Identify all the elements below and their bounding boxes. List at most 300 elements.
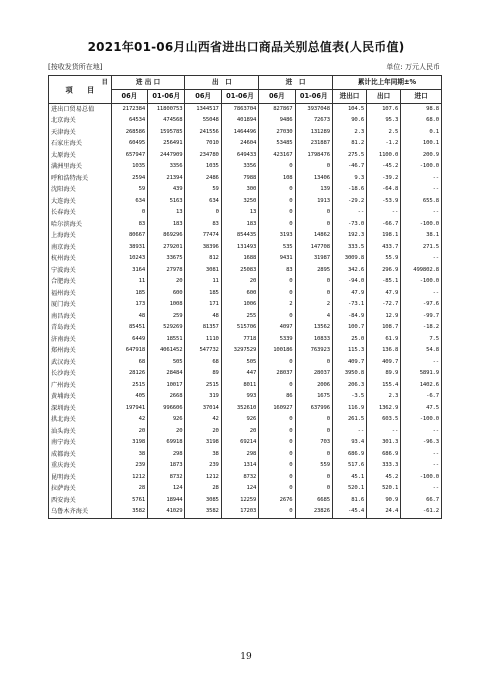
table-row xyxy=(49,461,442,473)
value-cell: 1675 xyxy=(295,392,332,404)
table-row xyxy=(49,300,442,312)
customs-name-cell: 合肥海关 xyxy=(49,277,112,289)
value-cell: 0 xyxy=(259,449,295,461)
table-row xyxy=(49,254,442,266)
value-cell: 0 xyxy=(259,426,295,438)
value-cell: 298 xyxy=(221,449,258,461)
value-cell: 0 xyxy=(185,208,221,220)
value-cell: 108.7 xyxy=(367,323,401,335)
value-cell: 66.7 xyxy=(401,495,442,507)
value-cell: 2172384 xyxy=(111,104,147,116)
value-cell: 48 xyxy=(185,311,221,323)
value-cell: 255 xyxy=(221,311,258,323)
group-header-yoy: 累计比上年同期±% xyxy=(332,76,441,90)
value-cell: 197941 xyxy=(111,403,147,415)
value-cell: 72673 xyxy=(295,116,332,128)
customs-name-cell: 进出口贸易总值 xyxy=(49,104,112,116)
value-cell: 20 xyxy=(221,277,258,289)
value-cell: 342.6 xyxy=(332,265,366,277)
value-cell: 5891.9 xyxy=(401,369,442,381)
value-cell: 0 xyxy=(295,357,332,369)
group-header-total: 进 出 口 xyxy=(111,76,185,90)
value-cell: 69918 xyxy=(148,438,185,450)
value-cell: 59 xyxy=(111,185,147,197)
value-cell: 68 xyxy=(111,357,147,369)
table-row xyxy=(49,484,442,496)
value-cell: 239 xyxy=(185,461,221,473)
value-cell: 0 xyxy=(295,426,332,438)
value-cell: 0 xyxy=(295,162,332,174)
table-row xyxy=(49,334,442,346)
value-cell: 3950.8 xyxy=(332,369,366,381)
value-cell: 25.0 xyxy=(332,334,366,346)
value-cell: 3198 xyxy=(111,438,147,450)
value-cell: -100.0 xyxy=(401,219,442,231)
value-cell: 48 xyxy=(111,311,147,323)
sub-header: 进口 xyxy=(401,90,442,104)
value-cell: 517.6 xyxy=(332,461,366,473)
table-row xyxy=(49,277,442,289)
value-cell: 2486 xyxy=(185,173,221,185)
value-cell: 93.4 xyxy=(332,438,366,450)
value-cell: 10017 xyxy=(148,380,185,392)
value-cell: 6685 xyxy=(295,495,332,507)
value-cell: 2895 xyxy=(295,265,332,277)
value-cell: -73.0 xyxy=(332,219,366,231)
value-cell: -- xyxy=(332,208,366,220)
value-cell: 3297529 xyxy=(221,346,258,358)
value-cell: 854435 xyxy=(221,231,258,243)
table-body xyxy=(49,104,442,519)
value-cell: 812 xyxy=(185,254,221,266)
value-cell: 409.7 xyxy=(367,357,401,369)
value-cell: 68.0 xyxy=(401,116,442,128)
value-cell: 7988 xyxy=(221,173,258,185)
value-cell: -64.8 xyxy=(367,185,401,197)
value-cell: 21394 xyxy=(148,173,185,185)
table-row xyxy=(49,380,442,392)
value-cell: -84.9 xyxy=(332,311,366,323)
value-cell: 20 xyxy=(148,426,185,438)
table-row xyxy=(49,426,442,438)
table-row xyxy=(49,369,442,381)
item-header-corner: 目 xyxy=(101,79,108,86)
customs-name-cell: 沈阳海关 xyxy=(49,185,112,197)
value-cell: 10243 xyxy=(111,254,147,266)
value-cell: 4 xyxy=(295,311,332,323)
table-row xyxy=(49,219,442,231)
value-cell: 2 xyxy=(295,300,332,312)
value-cell: 0 xyxy=(259,219,295,231)
value-cell: -6.7 xyxy=(401,392,442,404)
customs-name-cell: 昆明海关 xyxy=(49,472,112,484)
value-cell: 647918 xyxy=(111,346,147,358)
value-cell: 95.3 xyxy=(367,116,401,128)
value-cell: 0 xyxy=(259,461,295,473)
value-cell: 18551 xyxy=(148,334,185,346)
customs-name-cell: 天津海关 xyxy=(49,127,112,139)
customs-name-cell: 武汉海关 xyxy=(49,357,112,369)
value-cell: 31987 xyxy=(295,254,332,266)
value-cell: -100.0 xyxy=(401,472,442,484)
table-row xyxy=(49,162,442,174)
customs-name-cell: 哈尔滨海关 xyxy=(49,219,112,231)
value-cell: 499802.8 xyxy=(401,265,442,277)
value-cell: 85451 xyxy=(111,323,147,335)
value-cell: -- xyxy=(401,185,442,197)
table-row xyxy=(49,104,442,116)
value-cell: 234780 xyxy=(185,150,221,162)
value-cell: 3009.8 xyxy=(332,254,366,266)
customs-name-cell: 乌鲁木齐海关 xyxy=(49,507,112,519)
value-cell: -18.6 xyxy=(332,185,366,197)
value-cell: -- xyxy=(401,254,442,266)
value-cell: 24604 xyxy=(221,139,258,151)
value-cell: 0 xyxy=(259,311,295,323)
customs-name-cell: 汕头海关 xyxy=(49,426,112,438)
value-cell: 90.6 xyxy=(332,116,366,128)
table-row xyxy=(49,208,442,220)
value-cell: 7010 xyxy=(185,139,221,151)
customs-name-cell: 郑州海关 xyxy=(49,346,112,358)
value-cell: 68 xyxy=(185,357,221,369)
table-row xyxy=(49,438,442,450)
value-cell: 869296 xyxy=(148,231,185,243)
customs-name-cell: 成都海关 xyxy=(49,449,112,461)
value-cell: 100.1 xyxy=(401,139,442,151)
customs-name-cell: 北京海关 xyxy=(49,116,112,128)
customs-name-cell: 呼和浩特海关 xyxy=(49,173,112,185)
value-cell: 1402.6 xyxy=(401,380,442,392)
value-cell: 27030 xyxy=(259,127,295,139)
value-cell: 83 xyxy=(259,265,295,277)
value-cell: 275.5 xyxy=(332,150,366,162)
value-cell: 0 xyxy=(295,449,332,461)
value-cell: 54.8 xyxy=(401,346,442,358)
table-row xyxy=(49,231,442,243)
customs-name-cell: 拉萨海关 xyxy=(49,484,112,496)
value-cell: 13 xyxy=(148,208,185,220)
value-cell: -61.2 xyxy=(401,507,442,519)
value-cell: 2594 xyxy=(111,173,147,185)
sub-header: 进出口 xyxy=(332,90,366,104)
value-cell: 3250 xyxy=(221,196,258,208)
table-row xyxy=(49,415,442,427)
value-cell: 8011 xyxy=(221,380,258,392)
value-cell: -1.2 xyxy=(367,139,401,151)
value-cell: 0 xyxy=(295,415,332,427)
value-cell: 42 xyxy=(185,415,221,427)
value-cell: 686.9 xyxy=(332,449,366,461)
value-cell: 3937048 xyxy=(295,104,332,116)
value-cell: 183 xyxy=(148,219,185,231)
value-cell: -- xyxy=(367,426,401,438)
table-row xyxy=(49,242,442,254)
sub-header: 出口 xyxy=(367,90,401,104)
value-cell: 28126 xyxy=(111,369,147,381)
value-cell: -100.0 xyxy=(401,277,442,289)
table-row xyxy=(49,346,442,358)
group-header-export: 出 口 xyxy=(185,76,259,90)
value-cell: 18944 xyxy=(148,495,185,507)
value-cell: 256491 xyxy=(148,139,185,151)
value-cell: 439 xyxy=(148,185,185,197)
value-cell: 89.9 xyxy=(367,369,401,381)
value-cell: 0 xyxy=(295,484,332,496)
value-cell: 7.5 xyxy=(401,334,442,346)
value-cell: 64534 xyxy=(111,116,147,128)
value-cell: 634 xyxy=(185,196,221,208)
value-cell: 0 xyxy=(295,472,332,484)
value-cell: 47.5 xyxy=(401,403,442,415)
value-cell: -100.0 xyxy=(401,162,442,174)
value-cell: 28484 xyxy=(148,369,185,381)
value-cell: 827867 xyxy=(259,104,295,116)
value-cell: 401894 xyxy=(221,116,258,128)
value-cell: 1035 xyxy=(185,162,221,174)
value-cell: 100.7 xyxy=(332,323,366,335)
value-cell: 1212 xyxy=(185,472,221,484)
value-cell: 83 xyxy=(185,219,221,231)
value-cell: 28 xyxy=(185,484,221,496)
value-cell: 25083 xyxy=(221,265,258,277)
customs-name-cell: 上海海关 xyxy=(49,231,112,243)
value-cell: 1110 xyxy=(185,334,221,346)
value-cell: 23826 xyxy=(295,507,332,519)
value-cell: 333.5 xyxy=(332,242,366,254)
sub-header: 01-06月 xyxy=(148,90,185,104)
value-cell: 160927 xyxy=(259,403,295,415)
customs-name-cell: 重庆海关 xyxy=(49,461,112,473)
value-cell: 41029 xyxy=(148,507,185,519)
customs-name-cell: 深圳海关 xyxy=(49,403,112,415)
value-cell: 0 xyxy=(295,277,332,289)
value-cell: 505 xyxy=(221,357,258,369)
value-cell: 520.1 xyxy=(332,484,366,496)
value-cell: 60495 xyxy=(111,139,147,151)
value-cell: 98.8 xyxy=(401,104,442,116)
value-cell: 3164 xyxy=(111,265,147,277)
value-cell: 559 xyxy=(295,461,332,473)
value-cell: 600 xyxy=(148,288,185,300)
value-cell: 0 xyxy=(295,219,332,231)
value-cell: 1798476 xyxy=(295,150,332,162)
value-cell: 200.9 xyxy=(401,150,442,162)
table-row xyxy=(49,323,442,335)
value-cell: 474568 xyxy=(148,116,185,128)
value-cell: 139 xyxy=(295,185,332,197)
value-cell: 90.9 xyxy=(367,495,401,507)
value-cell: 447 xyxy=(221,369,258,381)
value-cell: 1006 xyxy=(221,300,258,312)
value-cell: 2515 xyxy=(185,380,221,392)
value-cell: 5761 xyxy=(111,495,147,507)
value-cell: 547732 xyxy=(185,346,221,358)
customs-name-cell: 西安海关 xyxy=(49,495,112,507)
value-cell: 38 xyxy=(111,449,147,461)
value-cell: 38.1 xyxy=(401,231,442,243)
value-cell: 24.4 xyxy=(367,507,401,519)
table-row xyxy=(49,495,442,507)
table-row xyxy=(49,392,442,404)
value-cell: 2668 xyxy=(148,392,185,404)
value-cell: 1008 xyxy=(148,300,185,312)
value-cell: 423167 xyxy=(259,150,295,162)
value-cell: -46.7 xyxy=(332,162,366,174)
value-cell: 2 xyxy=(259,300,295,312)
value-cell: 655.8 xyxy=(401,196,442,208)
table-row xyxy=(49,116,442,128)
value-cell: 535 xyxy=(259,242,295,254)
value-cell: -66.7 xyxy=(367,219,401,231)
value-cell: 409.7 xyxy=(332,357,366,369)
value-cell: 13 xyxy=(221,208,258,220)
value-cell: 115.3 xyxy=(332,346,366,358)
value-cell: 131493 xyxy=(221,242,258,254)
value-cell: 147708 xyxy=(295,242,332,254)
value-cell: 45.2 xyxy=(367,472,401,484)
page-number: 19 xyxy=(240,652,252,662)
value-cell: 2.3 xyxy=(367,392,401,404)
value-cell: 333.3 xyxy=(367,461,401,473)
customs-name-cell: 拱北海关 xyxy=(49,415,112,427)
value-cell: 81357 xyxy=(185,323,221,335)
value-cell: 53485 xyxy=(259,139,295,151)
value-cell: 183 xyxy=(221,219,258,231)
value-cell: 3198 xyxy=(185,438,221,450)
value-cell: 637996 xyxy=(295,403,332,415)
table-row xyxy=(49,139,442,151)
value-cell: 20 xyxy=(148,277,185,289)
table-row xyxy=(49,507,442,519)
value-cell: -- xyxy=(332,426,366,438)
value-cell: 433.7 xyxy=(367,242,401,254)
item-header-label: 项 目 xyxy=(65,84,95,94)
value-cell: 171 xyxy=(185,300,221,312)
value-cell: 3356 xyxy=(221,162,258,174)
value-cell: 0 xyxy=(111,208,147,220)
value-cell: 2006 xyxy=(295,380,332,392)
value-cell: -45.2 xyxy=(367,162,401,174)
value-cell: 231887 xyxy=(295,139,332,151)
value-cell: 89 xyxy=(185,369,221,381)
value-cell: 38396 xyxy=(185,242,221,254)
value-cell: 319 xyxy=(185,392,221,404)
value-cell: -99.7 xyxy=(401,311,442,323)
value-cell: 301.3 xyxy=(367,438,401,450)
value-cell: -3.5 xyxy=(332,392,366,404)
value-cell: -96.3 xyxy=(401,438,442,450)
sub-header: 01-06月 xyxy=(295,90,332,104)
table-row xyxy=(49,403,442,415)
value-cell: 0 xyxy=(259,162,295,174)
value-cell: 1100.0 xyxy=(367,150,401,162)
value-cell: -72.7 xyxy=(367,300,401,312)
value-cell: 7718 xyxy=(221,334,258,346)
table-row xyxy=(49,449,442,461)
customs-name-cell: 长沙海关 xyxy=(49,369,112,381)
value-cell: 8732 xyxy=(148,472,185,484)
value-cell: 259 xyxy=(148,311,185,323)
value-cell: 657947 xyxy=(111,150,147,162)
table-row xyxy=(49,150,442,162)
customs-name-cell: 广州海关 xyxy=(49,380,112,392)
table-row xyxy=(49,127,442,139)
value-cell: 42 xyxy=(111,415,147,427)
customs-name-cell: 黄埔海关 xyxy=(49,392,112,404)
value-cell: 55.9 xyxy=(367,254,401,266)
value-cell: 0 xyxy=(259,415,295,427)
value-cell: 5163 xyxy=(148,196,185,208)
value-cell: 14862 xyxy=(295,231,332,243)
value-cell: 155.4 xyxy=(367,380,401,392)
value-cell: 61.9 xyxy=(367,334,401,346)
value-cell: 1035 xyxy=(111,162,147,174)
value-cell: 0 xyxy=(259,438,295,450)
value-cell: 926 xyxy=(148,415,185,427)
value-cell: 6449 xyxy=(111,334,147,346)
customs-name-cell: 济南海关 xyxy=(49,334,112,346)
value-cell: 296.9 xyxy=(367,265,401,277)
value-cell: 239 xyxy=(111,461,147,473)
value-cell: -94.0 xyxy=(332,277,366,289)
value-cell: 2.5 xyxy=(367,127,401,139)
value-cell: 529269 xyxy=(148,323,185,335)
value-cell: 4097 xyxy=(259,323,295,335)
value-cell: 1362.9 xyxy=(367,403,401,415)
value-cell: 0 xyxy=(259,484,295,496)
value-cell: 45.1 xyxy=(332,472,366,484)
customs-name-cell: 宁波海关 xyxy=(49,265,112,277)
value-cell: 69214 xyxy=(221,438,258,450)
sub-header: 06月 xyxy=(111,90,147,104)
customs-name-cell: 长春海关 xyxy=(49,208,112,220)
value-cell: 47.9 xyxy=(332,288,366,300)
customs-name-cell: 南昌海关 xyxy=(49,311,112,323)
value-cell: 8732 xyxy=(221,472,258,484)
value-cell: 515706 xyxy=(221,323,258,335)
value-cell: 20 xyxy=(111,426,147,438)
value-cell: 3193 xyxy=(259,231,295,243)
value-cell: 405 xyxy=(111,392,147,404)
value-cell: 926 xyxy=(221,415,258,427)
value-cell: 107.6 xyxy=(367,104,401,116)
value-cell: 83 xyxy=(111,219,147,231)
value-cell: 55048 xyxy=(185,116,221,128)
value-cell: 3582 xyxy=(111,507,147,519)
value-cell: 298 xyxy=(148,449,185,461)
value-cell: 3582 xyxy=(185,507,221,519)
value-cell: 0.1 xyxy=(401,127,442,139)
value-cell: 603.5 xyxy=(367,415,401,427)
value-cell: 2515 xyxy=(111,380,147,392)
page-title: 2021年01-06月山西省进出口商品关别总值表(人民币值) xyxy=(87,40,405,54)
group-header-import: 进 口 xyxy=(259,76,333,90)
value-cell: 124 xyxy=(148,484,185,496)
customs-name-cell: 南宁海关 xyxy=(49,438,112,450)
value-cell: -- xyxy=(401,484,442,496)
value-cell: 703 xyxy=(295,438,332,450)
customs-name-cell: 青岛海关 xyxy=(49,323,112,335)
value-cell: 0 xyxy=(295,208,332,220)
value-cell: 0 xyxy=(259,196,295,208)
value-cell: 37014 xyxy=(185,403,221,415)
value-cell: -85.1 xyxy=(367,277,401,289)
value-cell: 11 xyxy=(111,277,147,289)
value-cell: 271.5 xyxy=(401,242,442,254)
value-cell: 1212 xyxy=(111,472,147,484)
value-cell: 0 xyxy=(295,288,332,300)
